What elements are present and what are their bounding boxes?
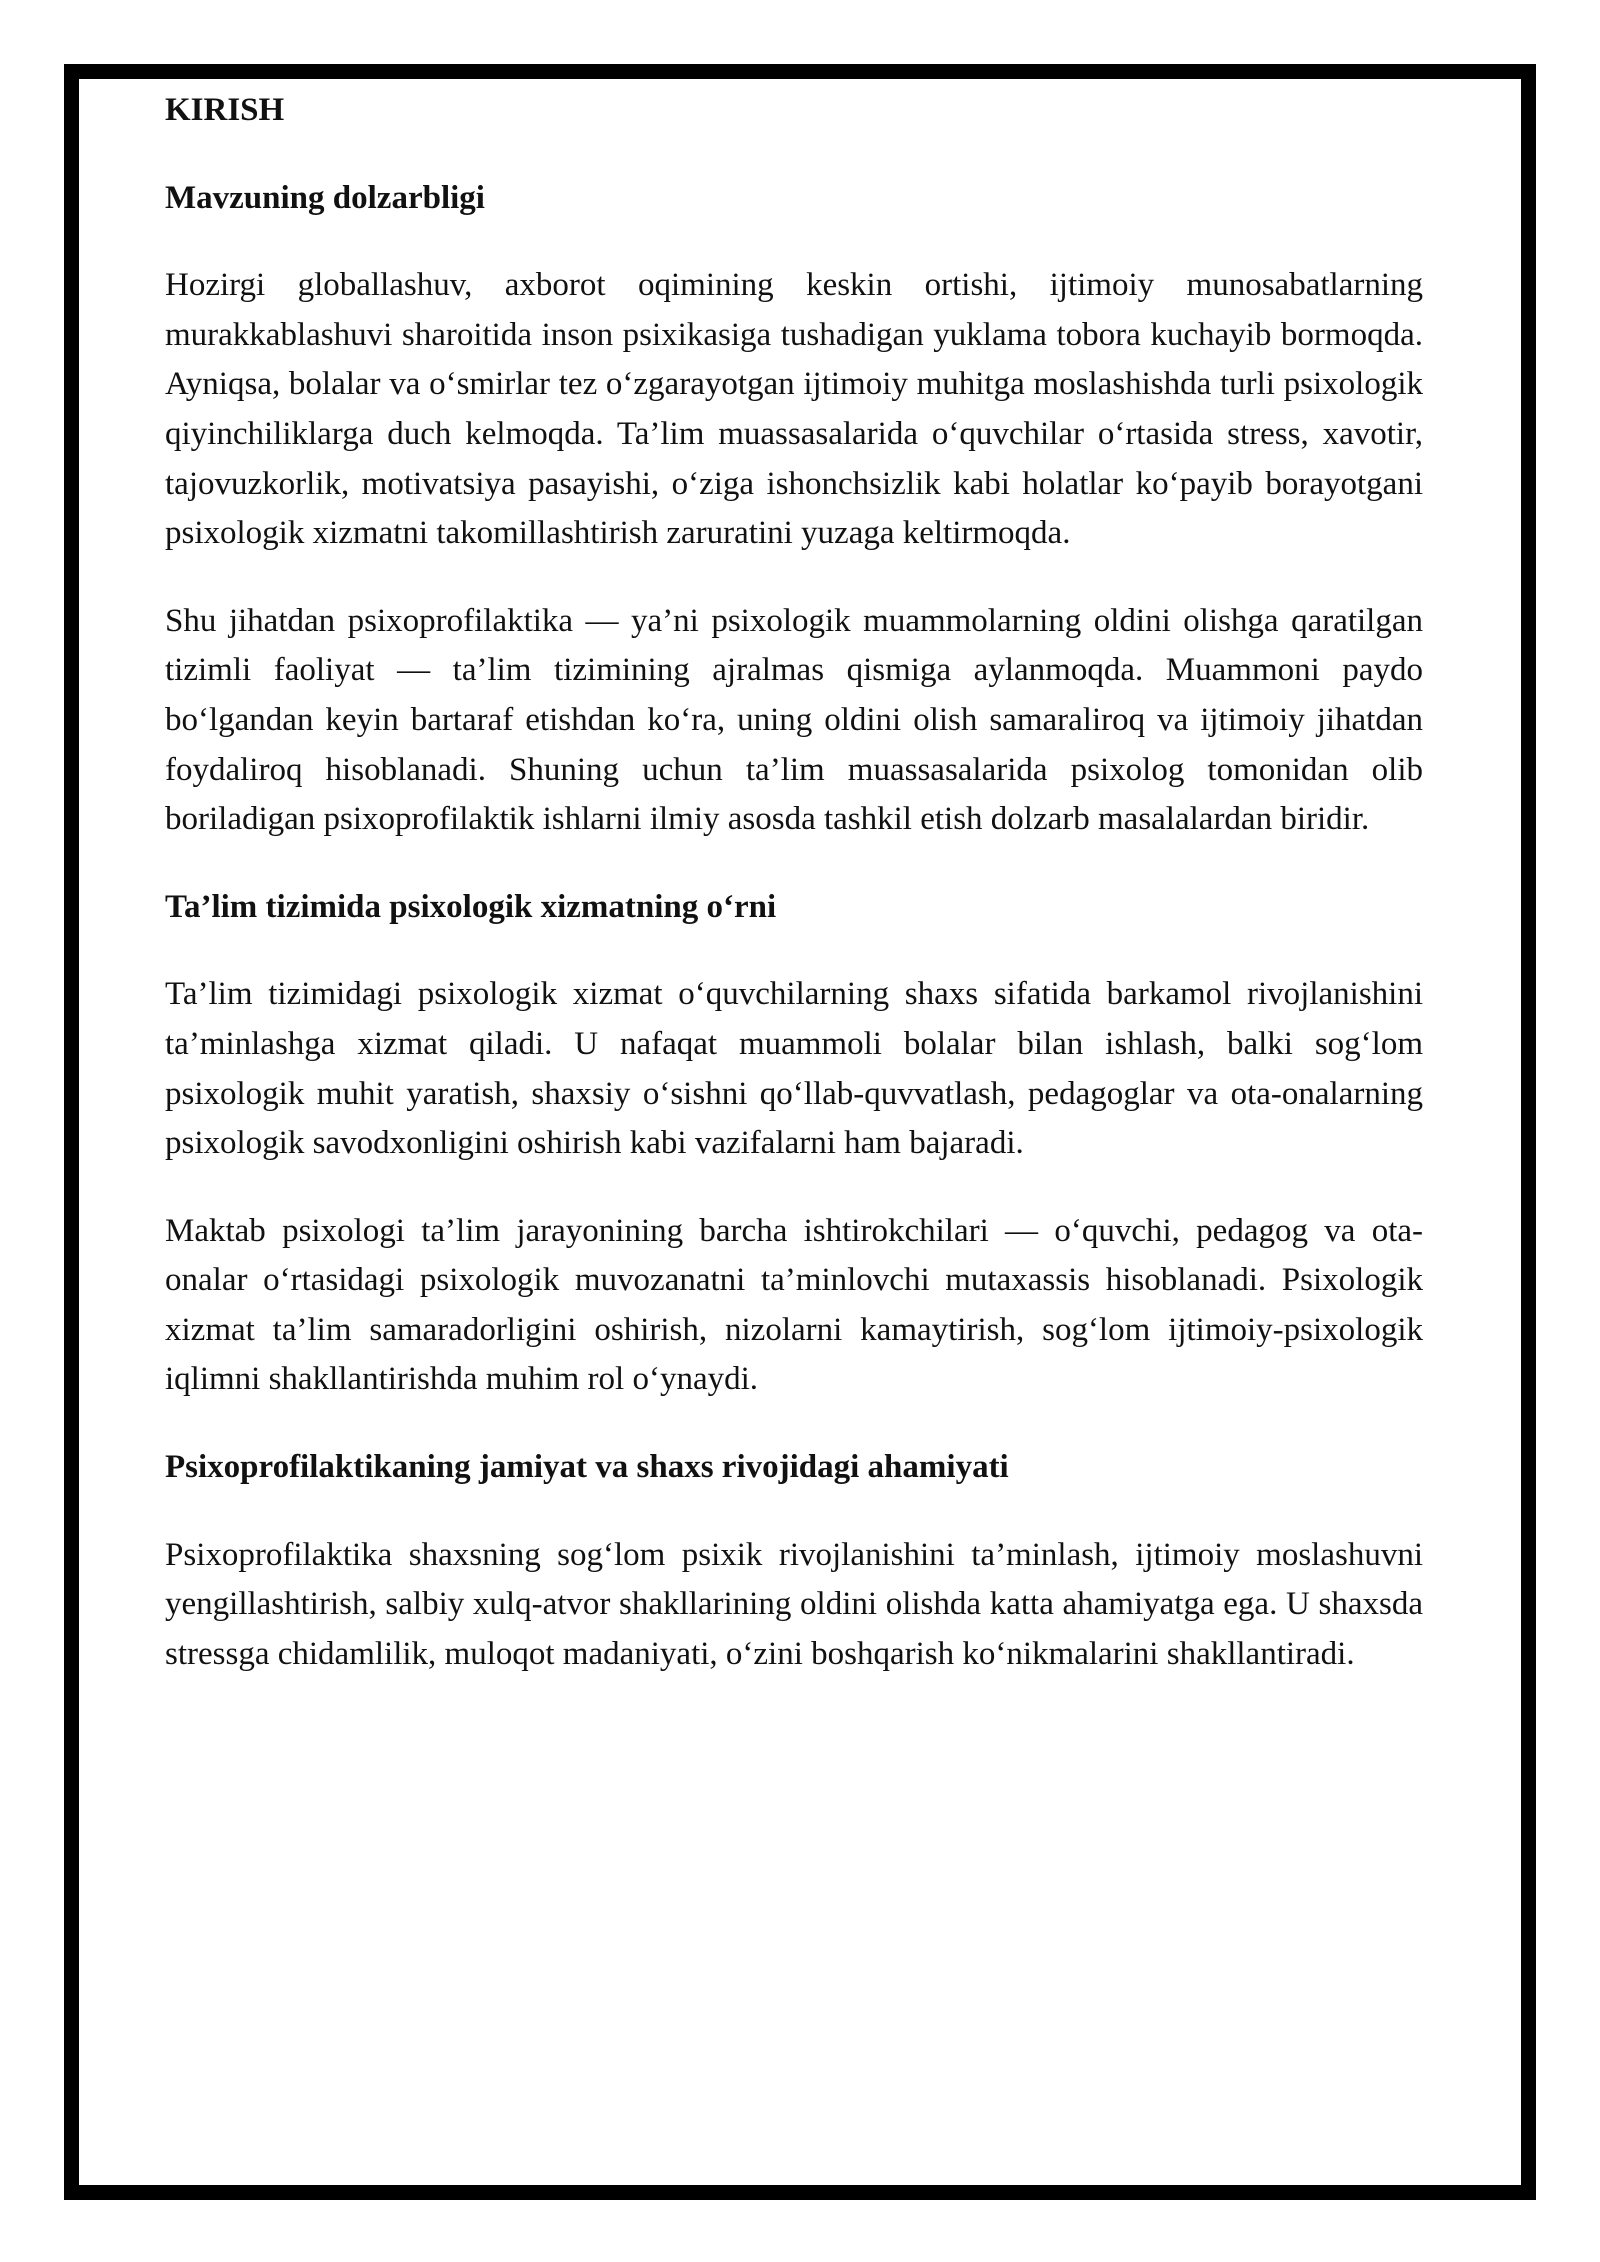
paragraph-1: Hozirgi globallashuv, axborot oqimining keskin ortishi, ijtimoiy munosabatlarning murakkablashuvi sharoitida inson psixikasiga tushadigan yuklama tobora kuchayib bormoqda. Ayniqsa, bolalar va o‘smirlar tez o‘zgarayotgan ijtimoiy muhitga moslashishda turli psixologik qiyinchiliklarga duch kelmoqda. Ta’lim muassasalarida o‘quvchilar o‘rtasida stress, xavotir, tajovuzkorlik, motivatsiya pasayishi, o‘ziga ishonchsizlik kabi holatlar ko‘payib borayotgani psixologik xizmatni takomillashtirish zaruratini yuzaga keltirmoqda. — [165, 267, 1423, 552]
subheading-role: Ta’lim tizimida psixologik xizmatning o‘rni — [165, 888, 777, 925]
paragraph-4: Maktab psixologi ta’lim jarayonining barcha ishtirokchilari — o‘quvchi, pedagog va ota-onalar o‘rtasidagi psixologik muvozanatni ta’minlovchi mutaxassis hisoblanadi. Psixologik xizmat ta’lim samaradorligini oshirish, nizolarni kamaytirish, sog‘lom ijtimoiy-psixologik iqlimni shakllantirishda muhim rol o‘ynaydi. — [165, 1212, 1423, 1398]
paragraph-3: Ta’lim tizimidagi psixologik xizmat o‘quvchilarning shaxs sifatida barkamol rivojlanishini ta’minlashga xizmat qiladi. U nafaqat muammoli bolalar bilan ishlash, balki sog‘lom psixologik muhit yaratish, shaxsiy o‘sishni qo‘llab-quvvatlash, pedagoglar va ota-onalarning psixologik savodxonligini oshirish kabi vazifalarni ham bajaradi. — [165, 976, 1423, 1162]
subheading-importance: Psixoprofilaktikaning jamiyat va shaxs rivojidagi ahamiyati — [165, 1449, 1009, 1486]
paragraph-2: Shu jihatdan psixoprofilaktika — ya’ni psixologik muammolarning oldini olishga qaratilgan tizimli faoliyat — ta’lim tizimining ajralmas qismiga aylanmoqda. Muammoni paydo bo‘lgandan keyin bartaraf etishdan ko‘ra, uning oldini olish samaraliroq va ijtimoiy jihatdan foydaliroq hisoblanadi. Shuning uchun ta’lim muassasalarida psixolog tomonidan olib boriladigan psixoprofilaktik ishlarni ilmiy asosda tashkil etish dolzarb masalalardan biridir. — [165, 602, 1423, 838]
subheading-relevance: Mavzuning dolzarbligi — [165, 179, 485, 216]
document-body — [165, 86, 1423, 1717]
paragraph-5: Psixoprofilaktika shaxsning sog‘lom psixik rivojlanishini ta’minlash, ijtimoiy moslashuvni yengillashtirish, salbiy xulq-atvor shakllarining oldini olishda katta ahamiyatga ega. U shaxsda stressga chidamlilik, muloqot madaniyati, o‘zini boshqarish ko‘nikmalarini shakllantiradi. — [165, 1536, 1423, 1672]
section-heading-intro: KIRISH — [165, 92, 285, 128]
